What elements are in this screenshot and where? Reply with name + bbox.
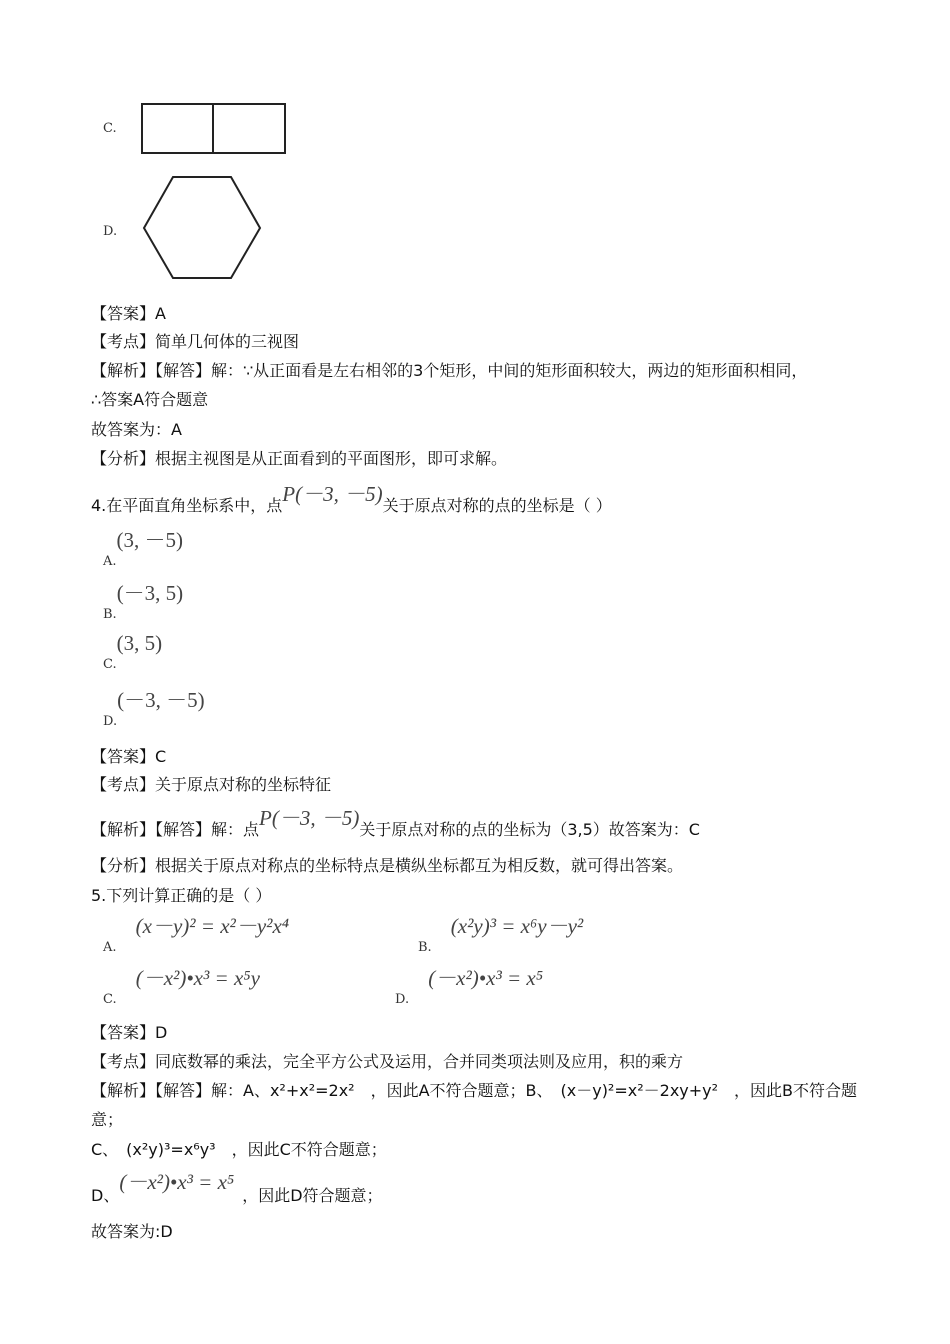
q4-question-suffix: 关于原点对称的点的坐标是（ ） bbox=[382, 496, 612, 515]
q5-option-c bbox=[103, 962, 260, 1007]
q5-option-label: A. bbox=[103, 940, 117, 955]
q4-option-label: B. bbox=[103, 607, 117, 622]
q4-analysis: 【分析】根据关于原点对称点的坐标特点是横纵坐标都互为相反数，就可得出答案。 bbox=[91, 856, 684, 875]
q4-option-value: (3, －5) bbox=[116, 528, 184, 552]
q4-option-value: (－3, －5) bbox=[117, 688, 205, 712]
q4-option-label: D. bbox=[103, 714, 118, 729]
q3-topic: 【考点】简单几何体的三视图 bbox=[91, 332, 300, 351]
q4-topic: 【考点】关于原点对称的坐标特征 bbox=[91, 775, 332, 794]
q5-explain-a-cont: 意； bbox=[91, 1110, 124, 1129]
q4-question-prefix: 4.在平面直角坐标系中，点 bbox=[91, 496, 283, 515]
q5-option-expr: (－x²)•x³ = x⁵y bbox=[135, 966, 260, 990]
q5-explain-c: C、 (x²y)³=x⁶y³ ，因此C不符合题意； bbox=[91, 1140, 387, 1159]
q4-option-value: (－3, 5) bbox=[116, 581, 184, 605]
q4-question bbox=[91, 482, 612, 518]
q5-option-expr: (x²y)³ = x⁶y－y² bbox=[450, 914, 584, 938]
q3-analysis: 【分析】根据主视图是从正面看到的平面图形，即可求解。 bbox=[91, 449, 508, 468]
q3-answer: 【答案】A bbox=[91, 304, 166, 323]
q5-option-label: C. bbox=[103, 992, 117, 1007]
q5-explain-d bbox=[91, 1166, 383, 1205]
option-c-figure bbox=[138, 101, 290, 157]
q5-explain-d-expr: (－x²)•x³ = x⁵ bbox=[119, 1170, 235, 1194]
q4-explain bbox=[91, 806, 700, 842]
q5-topic: 【考点】同底数幂的乘法，完全平方公式及运用，合并同类项法则及应用，积的乘方 bbox=[91, 1052, 684, 1071]
option-c-label: C. bbox=[103, 121, 117, 136]
q5-option-expr: (－x²)•x³ = x⁵ bbox=[428, 966, 544, 990]
q4-explain-prefix: 【解析】【解答】解：点 bbox=[91, 820, 260, 839]
q4-explain-point: P(－3, －5) bbox=[259, 806, 360, 830]
q4-option-b bbox=[103, 577, 184, 622]
q5-question: 5.下列计算正确的是（ ） bbox=[91, 886, 272, 905]
q5-option-label: B. bbox=[418, 940, 432, 955]
q4-option-label: A. bbox=[103, 554, 117, 569]
q5-option-label: D. bbox=[395, 992, 410, 1007]
option-d-label: D. bbox=[103, 224, 118, 239]
q3-explain-2: ∴答案A符合题意 bbox=[91, 390, 209, 409]
q4-option-d bbox=[103, 684, 205, 729]
q5-explain-d-suffix: ，因此D符合题意； bbox=[242, 1186, 383, 1205]
q5-answer: 【答案】D bbox=[91, 1023, 168, 1042]
q4-option-value: (3, 5) bbox=[116, 631, 163, 655]
q5-option-d bbox=[395, 962, 544, 1007]
q3-explain-1: 【解析】【解答】解：∵从正面看是左右相邻的3个矩形，中间的矩形面积较大，两边的矩形面积相同， bbox=[91, 361, 808, 380]
q5-option-a bbox=[103, 910, 290, 955]
q5-explain-a: 【解析】【解答】解：A、x²+x²=2x² ，因此A不符合题意；B、 (x－y)²=x²－2xy+y² ，因此B不符合题 bbox=[91, 1081, 858, 1100]
q5-option-expr: (x－y)² = x²－y²x⁴ bbox=[135, 914, 290, 938]
q4-option-label: C. bbox=[103, 657, 117, 672]
q4-option-c bbox=[103, 631, 163, 672]
q5-explain-d-label: D、 bbox=[91, 1186, 120, 1205]
q4-answer: 【答案】C bbox=[91, 747, 167, 766]
option-d-hexagon bbox=[138, 172, 266, 284]
q3-conclusion: 故答案为：A bbox=[91, 420, 182, 439]
q5-option-b bbox=[418, 910, 584, 955]
q4-explain-suffix: 关于原点对称的点的坐标为（3,5）故答案为：C bbox=[359, 820, 700, 839]
q4-option-a bbox=[103, 524, 184, 569]
q4-question-point: P(－3, －5) bbox=[282, 482, 383, 506]
q5-conclusion: 故答案为:D bbox=[91, 1222, 173, 1241]
